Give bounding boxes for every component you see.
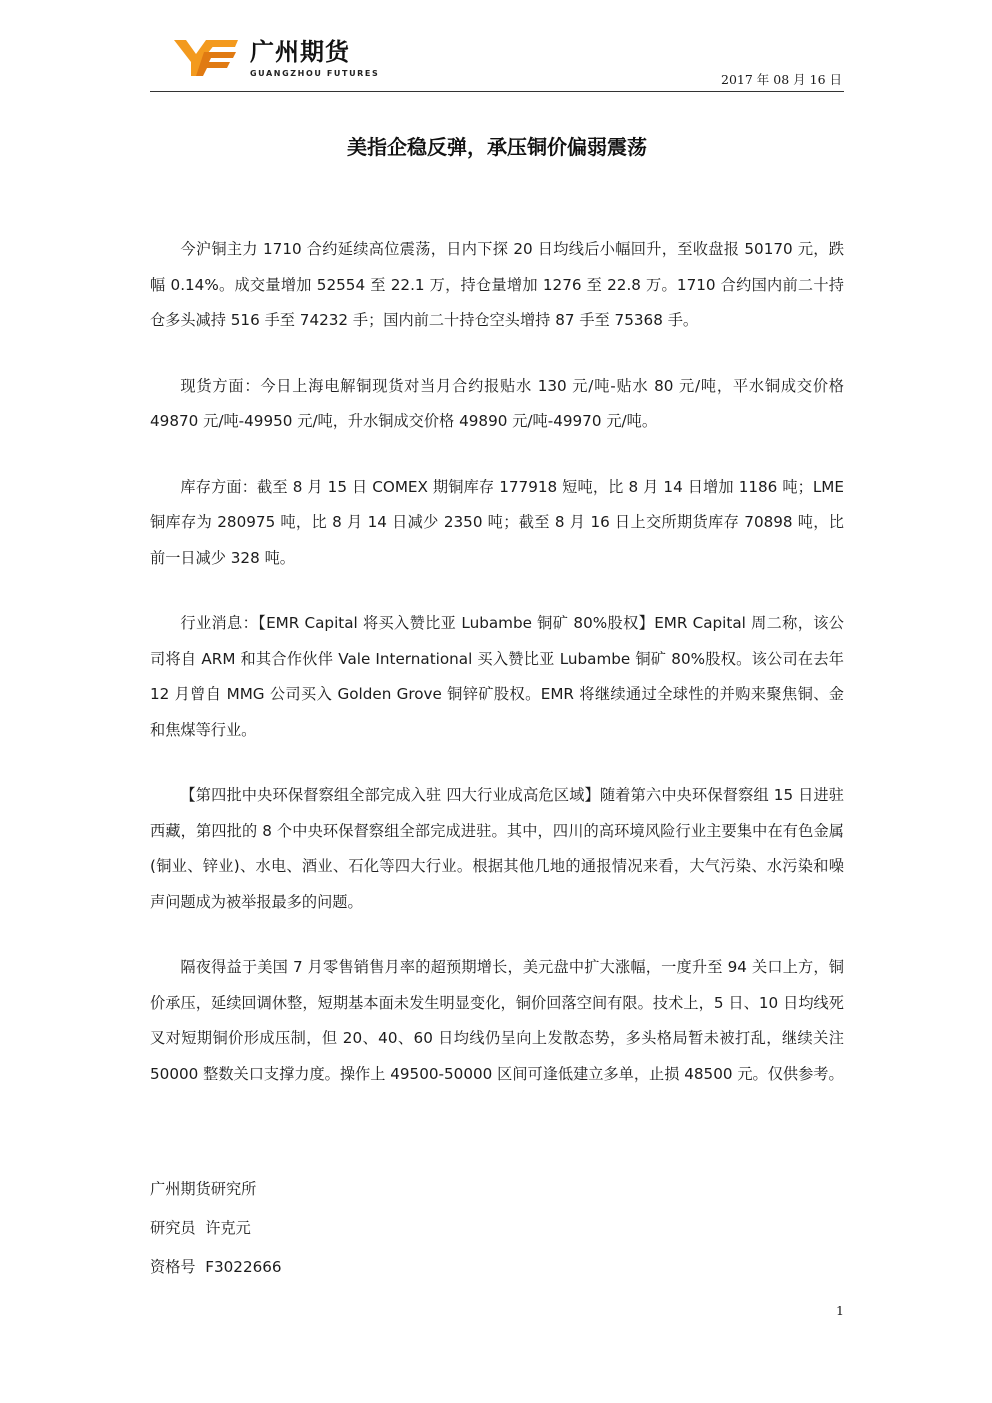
signature-researcher: 研究员 许克元 — [150, 1219, 251, 1237]
paragraph-market-overview: 今沪铜主力 1710 合约延续高位震荡，日内下探 20 日均线后小幅回升，至收盘报 50170 元，跌幅 0.14%。成交量增加 52554 至 22.1 万，持仓量增加 1276 至 22.8 万。1710 合约国内前二十持仓多头减持 516 手至 74232 手；国内前二十持仓空头增持 87 手至 75368 手。 — [150, 240, 844, 329]
header-divider — [150, 91, 844, 92]
signature-institute: 广州期货研究所 — [150, 1180, 257, 1198]
logo-english-name: GUANGZHOU FUTURES — [250, 69, 380, 78]
paragraph-inventory: 库存方面：截至 8 月 15 日 COMEX 期铜库存 177918 短吨，比 8 月 14 日增加 1186 吨；LME 铜库存为 280975 吨，比 8 月 14 日减少 2350 吨；截至 8 月 16 日上交所期货库存 70898 吨，比前一日减少 328 吨。 — [150, 477, 844, 567]
page-header — [150, 34, 844, 92]
paragraph-environmental-inspection: 【第四批中央环保督察组全部完成入驻 四大行业成高危区域】随着第六中央环保督察组 15 日进驻西藏，第四批的 8 个中央环保督察组全部完成进驻。其中，四川的高环境风险行业主要集中在有色金属(铜业、锌业)、水电、酒业、石化等四大行业。根据其他几地的通报情况来看，大气污染、水污染和噪声问题成为被举报最多的问题。 — [150, 786, 844, 911]
paragraph-industry-news: 行业消息：【EMR Capital 将买入赞比亚 Lubambe 铜矿 80%股权】EMR Capital 周二称，该公司将自 ARM 和其合作伙伴 Vale International 买入赞比亚 Lubambe 铜矿 80%股权。该公司在去年 12 月曾自 MMG 公司买入 Golden Grove 铜锌矿股权。EMR 将继续通过全球性的并购来聚焦铜、金和焦煤等行业。 — [150, 614, 844, 739]
report-body — [150, 232, 844, 1122]
logo-chinese-name: 广州期货 — [250, 38, 350, 66]
signature-block — [150, 1170, 844, 1287]
paragraph-outlook: 隔夜得益于美国 7 月零售销售月率的超预期增长，美元盘中扩大涨幅，一度升至 94 关口上方，铜价承压，延续回调休整，短期基本面未发生明显变化，铜价回落空间有限。技术上，5 日、10 日均线死叉对短期铜价形成压制，但 20、40、60 日均线仍呈向上发散态势，多头格局暂未被打乱，继续关注 50000 整数关口支撑力度。操作上 49500-50000 区间可逢低建立多单，止损 48500 元。仅供参考。 — [150, 958, 844, 1083]
paragraph-spot-market: 现货方面：今日上海电解铜现货对当月合约报贴水 130 元/吨-贴水 80 元/吨，平水铜成交价格 49870 元/吨-49950 元/吨，升水铜成交价格 49890 元/吨-49970 元/吨。 — [150, 376, 844, 430]
page-number: 1 — [836, 1303, 844, 1318]
document-title: 美指企稳反弹，承压铜价偏弱震荡 — [347, 135, 647, 159]
guangzhou-futures-logo-icon — [174, 38, 238, 78]
signature-qualification: 资格号 F3022666 — [150, 1258, 282, 1276]
report-date: 2017 年 08 月 16 日 — [721, 72, 842, 87]
